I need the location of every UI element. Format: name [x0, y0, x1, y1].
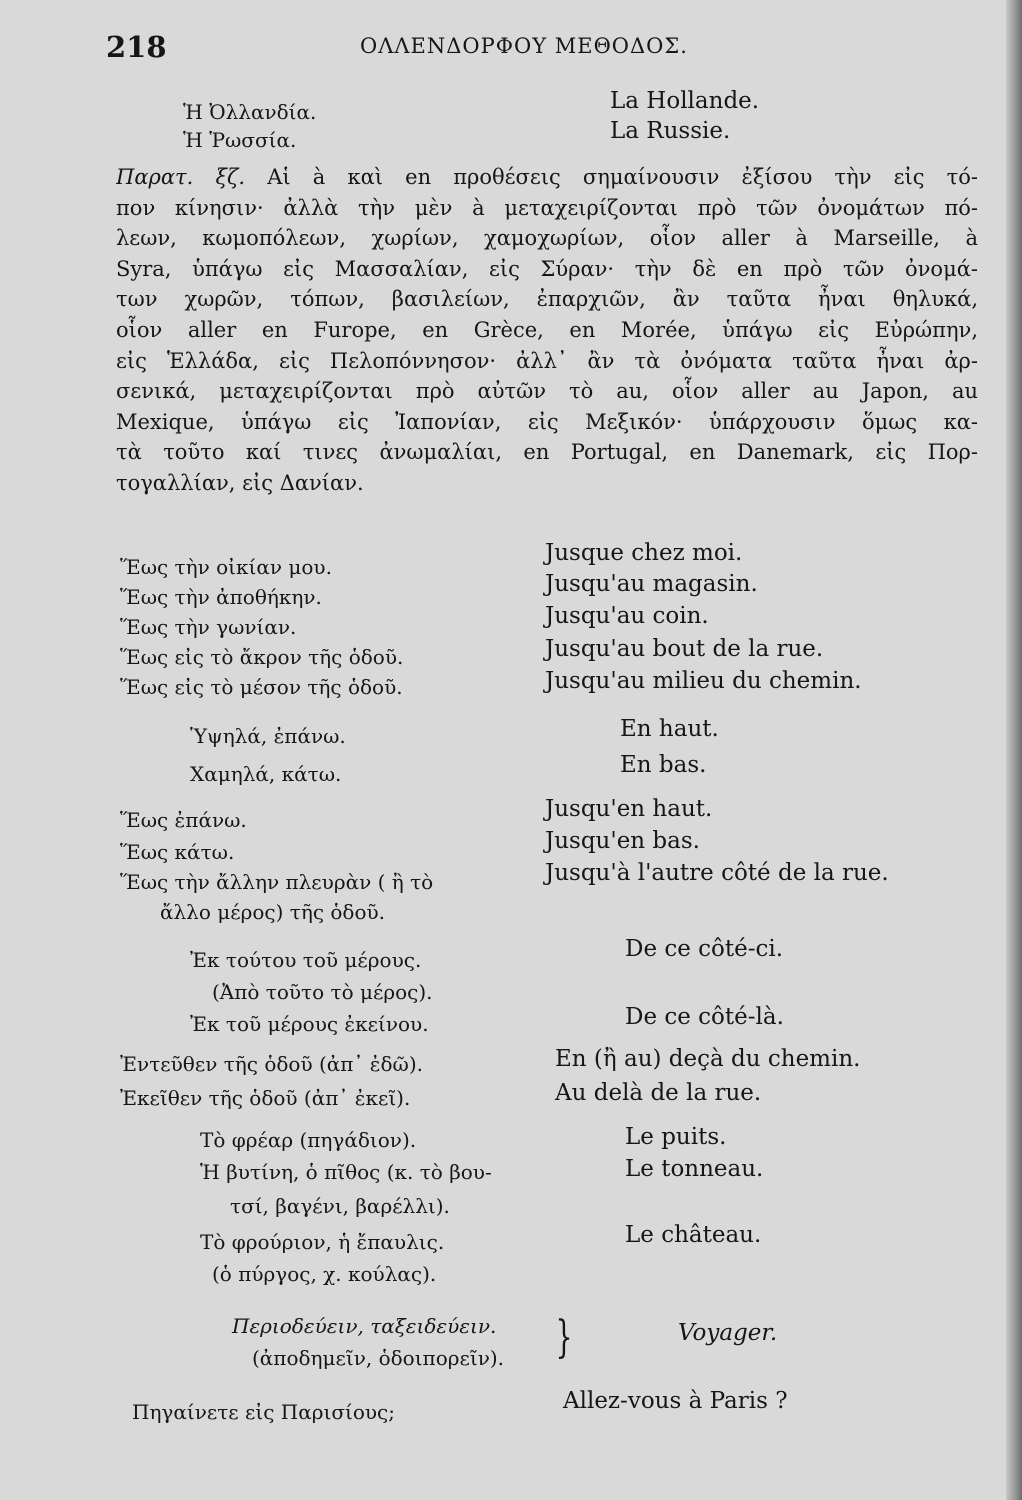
greek-term: Ἐντεῦθεν τῆς ὁδοῦ (ἀπ᾽ ἐδῶ). — [120, 1052, 424, 1076]
remark-line: τὰ τοῦτο καί τινες ἀνωμαλίαι, en Portugal, en Danemark, εἰς Πορ- — [116, 440, 978, 465]
greek-term: (Ἀπὸ τοῦτο τὸ μέρος). — [212, 980, 433, 1004]
greek-term: Ἡ βυτίνη, ὁ πῖθος (κ. τὸ βου- — [200, 1160, 492, 1184]
french-term: Jusque chez moi. — [545, 540, 743, 566]
remark-line: Mexique, ὑπάγω εἰς Ἰαπονίαν, εἰς Μεξικόν· ὑπάρχουσιν ὅμως κα- — [116, 409, 978, 434]
greek-term: Τὸ φρέαρ (πηγάδιον). — [200, 1128, 417, 1152]
greek-term: (ὁ πύργος, χ. κούλας). — [212, 1262, 437, 1286]
greek-term: Ἐκ τοῦ μέρους ἐκείνου. — [190, 1012, 429, 1036]
french-term: Jusqu'au coin. — [545, 603, 709, 629]
greek-term: Ἐκ τούτου τοῦ μέρους. — [190, 948, 422, 972]
greek-term: Ἕως τὴν ἀποθήκην. — [120, 585, 322, 609]
remark-line: πον κίνησιν· ἀλλὰ τὴν μὲν à μεταχειρίζονται πρὸ τῶν ὀνομάτων πό- — [116, 195, 978, 220]
remark-line: σενικά, μεταχειρίζονται πρὸ αὐτῶν τὸ au, οἷον aller au Japon, au — [116, 379, 978, 404]
french-term: Jusqu'au magasin. — [545, 571, 758, 597]
running-title: ΟΛΛΕΝΔΟΡΦΟΥ ΜΕΘΟΔΟΣ. — [360, 34, 688, 58]
greek-term: Ἐκεῖθεν τῆς ὁδοῦ (ἀπ᾽ ἐκεῖ). — [120, 1086, 411, 1110]
greek-term: Ὑψηλά, ἐπάνω. — [190, 724, 346, 748]
greek-term: ἄλλο μέρος) τῆς ὁδοῦ. — [160, 900, 386, 924]
greek-term: Ἕως τὴν γωνίαν. — [120, 615, 297, 639]
greek-term: Ἡ Ὀλλανδία. — [183, 100, 317, 124]
french-term: De ce côté-là. — [625, 1004, 784, 1030]
greek-term: Ἕως τὴν οἰκίαν μου. — [120, 555, 332, 579]
greek-term: Ἕως κάτω. — [120, 840, 235, 864]
french-term: Jusqu'en bas. — [545, 828, 700, 854]
remark-line: των χωρῶν, τόπων, βασιλείων, ἐπαρχιῶν, ἂν ταῦτα ἦναι θηλυκά, — [116, 287, 978, 312]
french-term: En (ἢ au) deçà du chemin. — [555, 1046, 861, 1072]
page-edge-shadow — [1006, 0, 1022, 1500]
remark-line: Syra, ὑπάγω εἰς Μασσαλίαν, εἰς Σύραν· τὴν δὲ en πρὸ τῶν ὀνομά- — [116, 256, 978, 281]
remark-label: Παρατ. ξζ. — [116, 165, 246, 189]
french-term: Le puits. — [625, 1124, 727, 1150]
remark-line: τογαλλίαν, εἰς Δανίαν. — [116, 470, 364, 495]
french-term: Au delà de la rue. — [555, 1080, 762, 1106]
french-term: Voyager. — [678, 1320, 778, 1346]
french-term: Le château. — [625, 1222, 762, 1248]
greek-term: Ἕως ἐπάνω. — [120, 808, 247, 832]
remark-line: εἰς Ἑλλάδα, εἰς Πελοπόννησον· ἀλλ᾽ ἂν τὰ ὀνόματα ταῦτα ἦναι ἀρ- — [116, 348, 978, 373]
french-term: De ce côté-ci. — [625, 936, 784, 962]
french-term: En haut. — [620, 716, 719, 742]
remark-line: λεων, κωμοπόλεων, χωρίων, χαμοχωρίων, οἷον aller à Marseille, à — [116, 226, 978, 251]
french-term: Jusqu'à l'autre côté de la rue. — [545, 860, 889, 886]
greek-term: Ἕως εἰς τὸ μέσον τῆς ὁδοῦ. — [120, 675, 403, 699]
greek-term: Χαμηλά, κάτω. — [190, 762, 342, 786]
greek-term: Τὸ φρούριον, ἡ ἔπαυλις. — [200, 1230, 445, 1254]
greek-term: τσί, βαγένι, βαρέλλι). — [230, 1194, 450, 1218]
remark-line: Παρατ. ξζ. Αἱ à καὶ en προθέσεις σημαίνουσιν ἐξίσου τὴν εἰς τό- — [116, 165, 978, 189]
french-term: Jusqu'au bout de la rue. — [545, 636, 824, 662]
greek-term: Πηγαίνετε εἰς Παρισίους; — [132, 1400, 395, 1424]
french-term: Le tonneau. — [625, 1156, 764, 1182]
brace: } — [555, 1312, 573, 1363]
french-term: La Hollande. — [610, 88, 760, 114]
greek-term: Ἕως εἰς τὸ ἄκρον τῆς ὁδοῦ. — [120, 645, 404, 669]
remark-line: οἷον aller en Furope, en Grèce, en Morée, ὑπάγω εἰς Εὐρώπην, — [116, 317, 978, 342]
french-term: Allez-vous à Paris ? — [563, 1388, 788, 1414]
remark-paragraph — [116, 162, 978, 499]
greek-term: Ἕως τὴν ἄλλην πλευρὰν ( ἢ τὸ — [120, 870, 434, 894]
french-term: Jusqu'au milieu du chemin. — [545, 668, 862, 694]
greek-term: (ἀποδημεῖν, ὁδοιπορεῖν). — [252, 1346, 505, 1370]
greek-term: Περιοδεύειν, ταξειδεύειν. — [232, 1314, 497, 1338]
french-term: En bas. — [620, 752, 707, 778]
greek-term: Ἡ Ῥωσσία. — [183, 128, 297, 152]
page-number: 218 — [106, 30, 167, 64]
french-term: Jusqu'en haut. — [545, 796, 713, 822]
french-term: La Russie. — [610, 118, 731, 144]
